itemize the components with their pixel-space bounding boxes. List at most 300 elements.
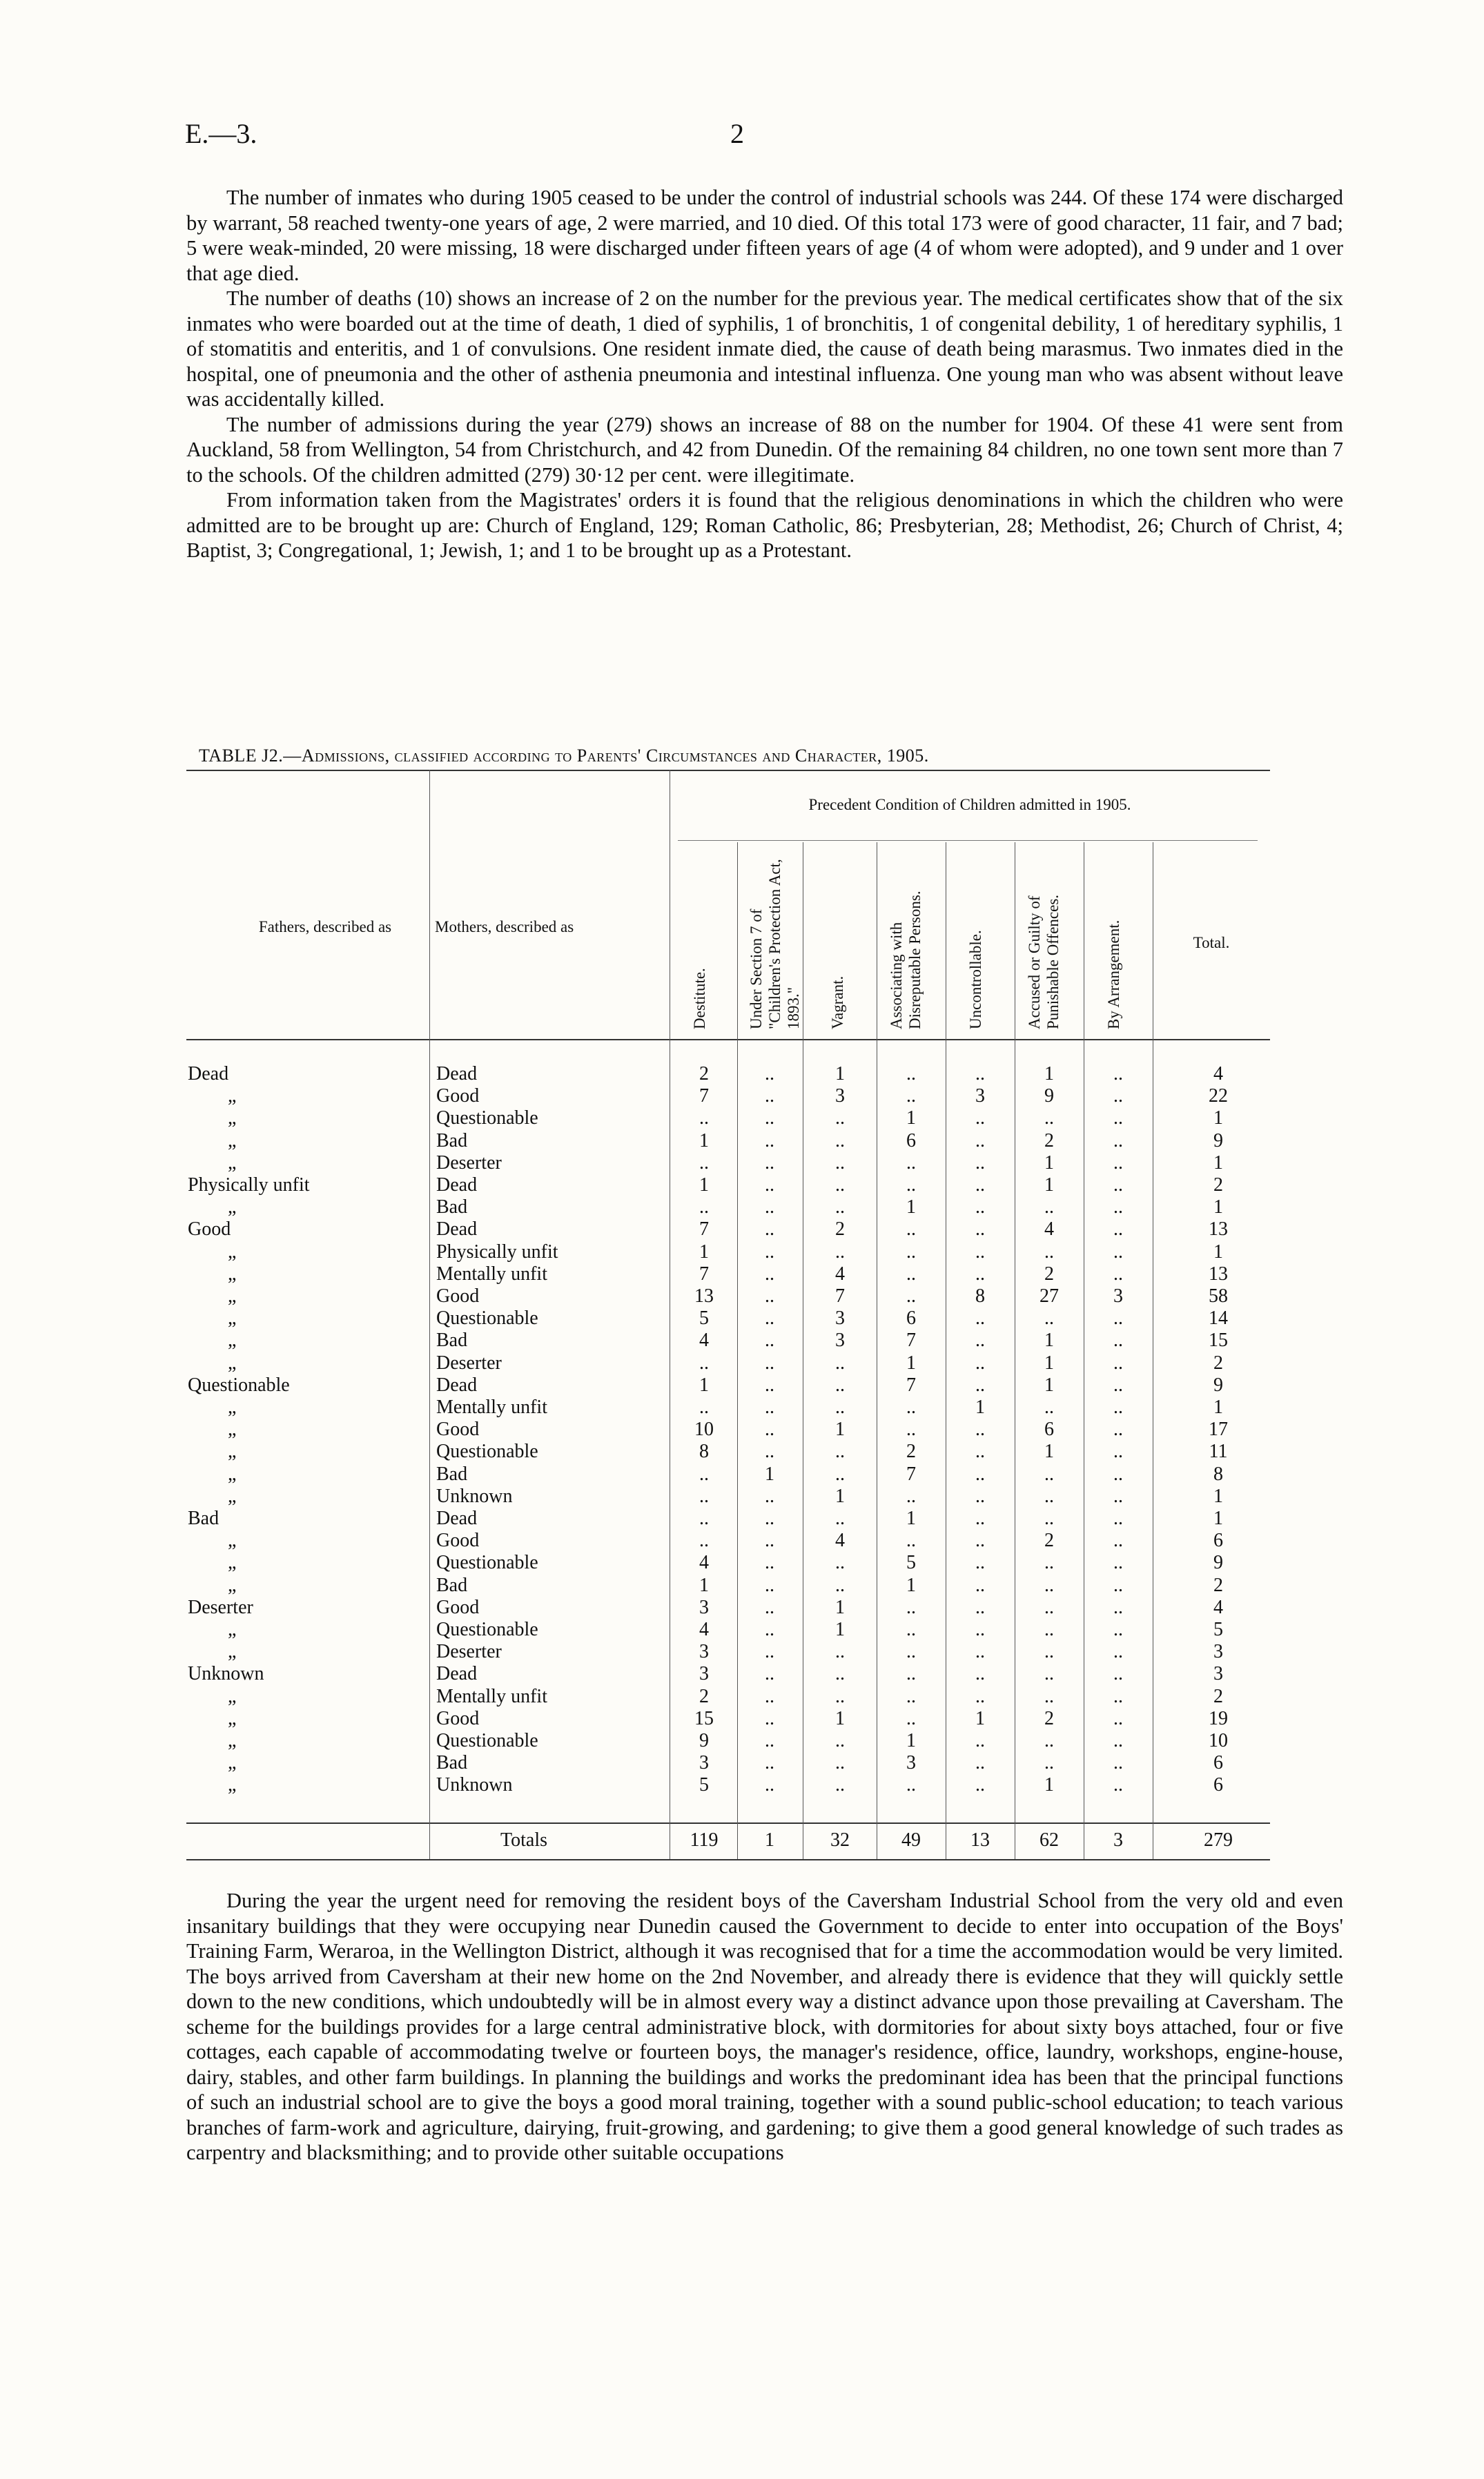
- table-cell: 7: [906, 1463, 916, 1485]
- table-cell: 2: [1044, 1707, 1054, 1729]
- table-cell: 1: [1044, 1352, 1054, 1374]
- table-cell: ..: [765, 1663, 774, 1685]
- table-cell: 3: [699, 1752, 709, 1774]
- table-cell: ..: [765, 1129, 774, 1151]
- table-cell: ..: [765, 1218, 774, 1241]
- table-cell: 5: [699, 1774, 709, 1796]
- precedent-condition-header: Precedent Condition of Children admitted in 1905.: [808, 796, 1131, 813]
- table-cell: ..: [1113, 1463, 1123, 1485]
- table-cell: ..: [906, 1641, 916, 1663]
- father-label: „: [228, 1463, 237, 1485]
- mother-label: Questionable: [436, 1441, 538, 1463]
- uncontrollable-column-header: Uncontrollable.: [967, 930, 984, 1029]
- table-cell: ..: [835, 1574, 845, 1596]
- table-cell: ..: [765, 1419, 774, 1441]
- table-cell: ..: [975, 1107, 985, 1129]
- table-cell: ..: [1044, 1574, 1054, 1596]
- column-total: 119: [690, 1829, 719, 1851]
- mother-label: Bad: [436, 1129, 468, 1151]
- father-label: Questionable: [188, 1374, 290, 1396]
- table-cell: 3: [699, 1641, 709, 1663]
- mother-label: Dead: [436, 1508, 478, 1529]
- mother-label: Bad: [436, 1330, 468, 1352]
- vagrant-column-header: Vagrant.: [829, 975, 846, 1029]
- table-cell: ..: [975, 1196, 985, 1218]
- table-cell: 4: [1044, 1218, 1054, 1241]
- table-cell: ..: [835, 1685, 845, 1707]
- table-cell: 1: [1044, 1374, 1054, 1396]
- table-cell: ..: [906, 1774, 916, 1796]
- table-cell: ..: [765, 1485, 774, 1507]
- table-cell: ..: [1113, 1596, 1123, 1618]
- table-cell: ..: [975, 1129, 985, 1151]
- table-cell: ..: [1113, 1508, 1123, 1529]
- table-cell: ..: [906, 1530, 916, 1552]
- table-cell: ..: [1044, 1107, 1054, 1129]
- table-cell: ..: [699, 1485, 709, 1507]
- table-cell: ..: [1113, 1441, 1123, 1463]
- father-label: „: [228, 1530, 237, 1552]
- table-cell: ..: [1113, 1196, 1123, 1218]
- father-label: Deserter: [188, 1596, 253, 1618]
- row-total: 1: [1213, 1485, 1223, 1507]
- table-cell: ..: [1113, 1218, 1123, 1241]
- table-cell: ..: [1044, 1752, 1054, 1774]
- table-cell: ..: [765, 1707, 774, 1729]
- table-cell: 2: [1044, 1263, 1054, 1285]
- mother-label: Mentally unfit: [436, 1397, 547, 1418]
- father-label: Dead: [188, 1063, 229, 1085]
- table-cell: ..: [1113, 1419, 1123, 1441]
- table-cell: 9: [699, 1730, 709, 1751]
- table-cell: ..: [765, 1307, 774, 1330]
- table-cell: ..: [1113, 1685, 1123, 1707]
- father-label: „: [228, 1485, 237, 1507]
- totals-label: Totals: [500, 1829, 548, 1851]
- mother-label: Bad: [436, 1196, 468, 1218]
- mother-label: Deserter: [436, 1151, 502, 1174]
- table-cell: ..: [975, 1151, 985, 1174]
- mother-label: Good: [436, 1419, 480, 1441]
- table-cell: ..: [906, 1174, 916, 1196]
- row-total: 6: [1213, 1752, 1223, 1774]
- father-label: „: [228, 1352, 237, 1374]
- table-cell: ..: [906, 1596, 916, 1618]
- father-label: „: [228, 1574, 237, 1596]
- table-cell: ..: [975, 1419, 985, 1441]
- table-cell: 2: [699, 1685, 709, 1707]
- table-cell: 1: [1044, 1151, 1054, 1174]
- mother-label: Dead: [436, 1218, 478, 1241]
- table-cell: 8: [699, 1441, 709, 1463]
- mother-label: Deserter: [436, 1352, 502, 1374]
- father-label: „: [228, 1129, 237, 1151]
- table-cell: ..: [765, 1352, 774, 1374]
- table-cell: ..: [765, 1774, 774, 1796]
- table-cell: ..: [765, 1107, 774, 1129]
- table-cell: 3: [699, 1663, 709, 1685]
- table-cell: ..: [1113, 1530, 1123, 1552]
- table-cell: 3: [975, 1085, 985, 1107]
- table-cell: 1: [1044, 1330, 1054, 1352]
- table-cell: 1: [699, 1174, 709, 1196]
- mother-label: Good: [436, 1707, 480, 1729]
- row-total: 1: [1213, 1241, 1223, 1263]
- table-cell: ..: [906, 1085, 916, 1107]
- table-cell: ..: [1044, 1663, 1054, 1685]
- table-cell: ..: [975, 1307, 985, 1330]
- table-cell: ..: [906, 1619, 916, 1640]
- table-cell: 8: [975, 1285, 985, 1307]
- table-cell: ..: [835, 1151, 845, 1174]
- table-cell: ..: [1113, 1730, 1123, 1751]
- table-cell: 5: [906, 1552, 916, 1574]
- table-cell: ..: [975, 1774, 985, 1796]
- table-cell: 1: [906, 1508, 916, 1529]
- table-cell: 9: [1044, 1085, 1054, 1107]
- table-cell: 4: [835, 1530, 845, 1552]
- table-cell: ..: [765, 1685, 774, 1707]
- mother-label: Physically unfit: [436, 1241, 558, 1263]
- father-label: „: [228, 1285, 237, 1307]
- table-cell: 1: [906, 1730, 916, 1751]
- fathers-column-header: Fathers, described as: [258, 918, 392, 935]
- table-cell: ..: [1044, 1596, 1054, 1618]
- table-cell: 2: [1044, 1530, 1054, 1552]
- table-cell: ..: [1113, 1641, 1123, 1663]
- mother-label: Questionable: [436, 1730, 538, 1751]
- table-cell: 1: [835, 1619, 845, 1640]
- table-cell: ..: [765, 1530, 774, 1552]
- row-total: 14: [1209, 1307, 1228, 1330]
- mother-label: Questionable: [436, 1107, 538, 1129]
- column-total: 62: [1039, 1829, 1059, 1851]
- table-cell: ..: [1113, 1063, 1123, 1085]
- row-total: 5: [1213, 1619, 1223, 1640]
- paragraph: The number of admissions during the year (279) shows an increase of 88 on the number for 1904. Of these 41 were sent from Auckland, 58 from Wellington, 54 from Christchurch, and 42 from Dunedin. Of the remaining 84 children, no one town sent more than 7 to the schools. Of the children admitted (279) 30·12 per cent. were illegitimate.: [186, 412, 1343, 487]
- row-total: 8: [1213, 1463, 1223, 1485]
- table-cell: ..: [765, 1752, 774, 1774]
- column-total: 13: [970, 1829, 990, 1851]
- mother-label: Bad: [436, 1752, 468, 1774]
- father-label: „: [228, 1441, 237, 1463]
- table-cell: 6: [1044, 1419, 1054, 1441]
- table-cell: ..: [1044, 1397, 1054, 1418]
- row-total: 15: [1209, 1330, 1228, 1352]
- father-label: „: [228, 1330, 237, 1352]
- table-cell: ..: [835, 1441, 845, 1463]
- table-cell: ..: [1044, 1307, 1054, 1330]
- table-cell: 1: [906, 1574, 916, 1596]
- table-cell: ..: [765, 1285, 774, 1307]
- row-total: 1: [1213, 1107, 1223, 1129]
- mother-label: Good: [436, 1285, 480, 1307]
- mothers-column-header: Mothers, described as: [435, 918, 574, 935]
- table-cell: ..: [1113, 1151, 1123, 1174]
- table-cell: 1: [1044, 1441, 1054, 1463]
- table-cell: ..: [1113, 1129, 1123, 1151]
- father-label: Physically unfit: [188, 1174, 310, 1196]
- table-cell: 2: [906, 1441, 916, 1463]
- table-cell: ..: [975, 1352, 985, 1374]
- mother-label: Questionable: [436, 1307, 538, 1330]
- table-cell: ..: [1113, 1707, 1123, 1729]
- table-cell: 5: [699, 1307, 709, 1330]
- father-label: „: [228, 1107, 237, 1129]
- table-cell: 4: [699, 1619, 709, 1640]
- table-cell: ..: [1113, 1174, 1123, 1196]
- row-total: 3: [1213, 1641, 1223, 1663]
- table-cell: ..: [1113, 1085, 1123, 1107]
- mother-label: Mentally unfit: [436, 1263, 547, 1285]
- row-total: 2: [1213, 1685, 1223, 1707]
- table-cell: ..: [765, 1397, 774, 1418]
- table-cell: ..: [975, 1530, 985, 1552]
- table-cell: ..: [975, 1330, 985, 1352]
- table-cell: 2: [835, 1218, 845, 1241]
- column-total: 279: [1204, 1829, 1233, 1851]
- table-cell: ..: [975, 1508, 985, 1529]
- table-cell: ..: [835, 1774, 845, 1796]
- table-cell: 1: [975, 1397, 985, 1418]
- table-cell: ..: [975, 1552, 985, 1574]
- table-cell: 1: [835, 1419, 845, 1441]
- table-cell: 4: [699, 1330, 709, 1352]
- table-cell: ..: [975, 1463, 985, 1485]
- table-cell: ..: [1044, 1552, 1054, 1574]
- table-cell: ..: [975, 1218, 985, 1241]
- column-total: 1: [765, 1829, 774, 1851]
- table-cell: ..: [1113, 1352, 1123, 1374]
- destitute-column-header: Destitute.: [691, 968, 708, 1029]
- table-cell: ..: [765, 1330, 774, 1352]
- table-cell: ..: [975, 1619, 985, 1640]
- table-cell: ..: [975, 1374, 985, 1396]
- table-cell: 1: [699, 1241, 709, 1263]
- table-cell: ..: [699, 1151, 709, 1174]
- table-cell: ..: [975, 1730, 985, 1751]
- table-cell: 7: [699, 1263, 709, 1285]
- row-total: 11: [1209, 1441, 1228, 1463]
- mother-label: Bad: [436, 1463, 468, 1485]
- mother-label: Dead: [436, 1174, 478, 1196]
- table-cell: ..: [975, 1063, 985, 1085]
- table-cell: 3: [699, 1596, 709, 1618]
- table-cell: 1: [835, 1707, 845, 1729]
- table-cell: ..: [835, 1730, 845, 1751]
- mother-label: Good: [436, 1085, 480, 1107]
- paragraph: From information taken from the Magistrates' orders it is found that the religious denominations in which the children who were admitted are to be brought up are: Church of England, 129; Roman Catholic, 86; Presbyterian, 28; Methodist, 26; Church of Christ, 4; Baptist, 3; Congregational, 1; Jewish, 1; and 1 to be brought up as a Protestant.: [186, 488, 1343, 562]
- table-cell: 1: [835, 1596, 845, 1618]
- paragraph: The number of inmates who during 1905 ceased to be under the control of industrial schools was 244. Of these 174 were discharged by warrant, 58 reached twenty-one years of age, 2 were married, and 10 died. Of this total 173 were of good character, 11 fair, and 7 bad; 5 were weak-minded, 20 were missing, 18 were discharged under fifteen years of age (4 of whom were adopted), and 9 under and 1 over that age died.: [186, 186, 1343, 285]
- table-cell: ..: [1113, 1619, 1123, 1640]
- paragraph: During the year the urgent need for removing the resident boys of the Caversham Industrial School from the very old and even insanitary buildings that they were occupying near Dunedin caused the Government to decide to enter into occupation of the Boys' Training Farm, Weraroa, in the Wellington District, although it was recognised that for a time the accommodation would be very limited. The boys arrived from Caversham at their new home on the 2nd November, and already there is evidence that they will quickly settle down to the new conditions, which undoubtedly will be in almost every way a distinct advance upon those prevailing at Caversham. The scheme for the buildings provides for a large central administrative block, with dormitories for about sixty boys attached, four or five cottages, each capable of accommodating twelve or fourteen boys, the manager's residence, office, laundry, workshops, engine-house, dairy, stables, and other farm buildings. In planning the buildings and works the predominant idea has been that the principal functions of such an industrial school are to give the boys a good moral training, together with a sound public-school education; to teach various branches of farm-work and agriculture, dairying, fruit-growing, and gardening; to give them a good general knowledge of such trades as carpentry and blacksmithing; and to provide other suitable occupations: [186, 1889, 1343, 2164]
- table-cell: ..: [765, 1374, 774, 1396]
- row-total: 6: [1213, 1530, 1223, 1552]
- table-cell: ..: [906, 1285, 916, 1307]
- table-cell: ..: [1044, 1641, 1054, 1663]
- table-cell: ..: [765, 1174, 774, 1196]
- table-cell: ..: [906, 1685, 916, 1707]
- father-label: „: [228, 1196, 237, 1218]
- table-cell: ..: [975, 1441, 985, 1463]
- row-total: 2: [1213, 1174, 1223, 1196]
- table-cell: ..: [975, 1752, 985, 1774]
- row-total: 1: [1213, 1196, 1223, 1218]
- mother-label: Bad: [436, 1574, 468, 1596]
- table-cell: 7: [906, 1374, 916, 1396]
- table-cell: 13: [694, 1285, 714, 1307]
- row-total: 13: [1209, 1218, 1228, 1241]
- row-total: 1: [1213, 1397, 1223, 1418]
- table-cell: 7: [835, 1285, 845, 1307]
- table-cell: 10: [694, 1419, 714, 1441]
- father-label: „: [228, 1151, 237, 1174]
- table-caption-prefix: TABLE J2.—: [199, 746, 302, 766]
- associating-column-header: Associating with Disreputable Persons.: [888, 891, 924, 1029]
- table-cell: ..: [765, 1619, 774, 1640]
- table-cell: ..: [765, 1574, 774, 1596]
- section7-column-header: Under Section 7 of "Children's Protection Act, 1893.": [748, 859, 802, 1029]
- row-total: 17: [1209, 1419, 1228, 1441]
- table-cell: ..: [1044, 1196, 1054, 1218]
- table-cell: ..: [699, 1508, 709, 1529]
- table-cell: ..: [906, 1707, 916, 1729]
- table-cell: ..: [699, 1463, 709, 1485]
- table-cell: ..: [765, 1508, 774, 1529]
- table-cell: 1: [1044, 1063, 1054, 1085]
- row-total: 2: [1213, 1574, 1223, 1596]
- row-total: 9: [1213, 1129, 1223, 1151]
- mother-label: Unknown: [436, 1774, 513, 1796]
- table-cell: ..: [835, 1241, 845, 1263]
- table-caption-title: Admissions, classified according to Parents' Circumstances and Character, 1905.: [301, 746, 929, 766]
- row-total: 1: [1213, 1151, 1223, 1174]
- table-cell: ..: [835, 1352, 845, 1374]
- mother-label: Dead: [436, 1374, 478, 1396]
- mother-label: Dead: [436, 1663, 478, 1685]
- table-cell: ..: [699, 1530, 709, 1552]
- father-label: „: [228, 1397, 237, 1418]
- father-label: „: [228, 1685, 237, 1707]
- table-cell: 1: [906, 1196, 916, 1218]
- column-total: 32: [830, 1829, 850, 1851]
- table-cell: ..: [835, 1196, 845, 1218]
- table-cell: ..: [835, 1374, 845, 1396]
- mother-label: Dead: [436, 1063, 478, 1085]
- table-cell: 6: [906, 1307, 916, 1330]
- table-cell: ..: [1113, 1241, 1123, 1263]
- table-cell: ..: [835, 1174, 845, 1196]
- table-cell: ..: [765, 1085, 774, 1107]
- father-label: „: [228, 1552, 237, 1574]
- table-cell: ..: [1113, 1374, 1123, 1396]
- table-cell: ..: [765, 1241, 774, 1263]
- table-cell: ..: [835, 1107, 845, 1129]
- table-cell: ..: [835, 1463, 845, 1485]
- table-cell: ..: [975, 1263, 985, 1285]
- table-cell: 7: [699, 1085, 709, 1107]
- page-identifier: E.—3.: [185, 118, 257, 149]
- father-label: „: [228, 1752, 237, 1774]
- table-cell: 3: [835, 1330, 845, 1352]
- intro-text: [186, 185, 1343, 563]
- table-cell: 3: [1113, 1285, 1123, 1307]
- table-cell: 1: [699, 1129, 709, 1151]
- closing-text: [186, 1888, 1343, 2166]
- table-cell: ..: [765, 1596, 774, 1618]
- table-cell: 3: [835, 1307, 845, 1330]
- table-cell: ..: [765, 1552, 774, 1574]
- table-cell: ..: [975, 1574, 985, 1596]
- mother-label: Deserter: [436, 1641, 502, 1663]
- table-cell: ..: [765, 1441, 774, 1463]
- arrangement-column-header: By Arrangement.: [1105, 920, 1122, 1029]
- table-cell: ..: [906, 1063, 916, 1085]
- table-cell: 2: [699, 1063, 709, 1085]
- table-cell: 1: [1044, 1174, 1054, 1196]
- total-column-header: Total.: [1193, 934, 1230, 951]
- table-cell: 3: [906, 1752, 916, 1774]
- table-cell: ..: [765, 1263, 774, 1285]
- table-cell: ..: [906, 1485, 916, 1507]
- accused-column-header: Accused or Guilty of Punishable Offences.: [1026, 894, 1062, 1029]
- table-cell: ..: [835, 1641, 845, 1663]
- table-cell: ..: [1113, 1752, 1123, 1774]
- row-total: 13: [1209, 1263, 1228, 1285]
- row-total: 3: [1213, 1663, 1223, 1685]
- father-label: „: [228, 1730, 237, 1751]
- table-cell: ..: [906, 1419, 916, 1441]
- row-total: 22: [1209, 1085, 1228, 1107]
- father-label: „: [228, 1707, 237, 1729]
- table-cell: ..: [1044, 1685, 1054, 1707]
- table-cell: 4: [699, 1552, 709, 1574]
- father-label: Unknown: [188, 1663, 264, 1685]
- father-label: Good: [188, 1218, 231, 1241]
- table-cell: ..: [975, 1485, 985, 1507]
- row-total: 1: [1213, 1508, 1223, 1529]
- table-cell: ..: [1113, 1397, 1123, 1418]
- father-label: „: [228, 1641, 237, 1663]
- table-cell: ..: [1044, 1508, 1054, 1529]
- table-cell: 1: [835, 1485, 845, 1507]
- father-label: „: [228, 1241, 237, 1263]
- table-cell: ..: [699, 1107, 709, 1129]
- table-cell: ..: [765, 1641, 774, 1663]
- mother-label: Mentally unfit: [436, 1685, 547, 1707]
- table-cell: 15: [694, 1707, 714, 1729]
- table-cell: ..: [1113, 1263, 1123, 1285]
- table-cell: ..: [699, 1397, 709, 1418]
- table-cell: ..: [835, 1397, 845, 1418]
- paragraph: The number of deaths (10) shows an increase of 2 on the number for the previous year. The medical certificates show that of the six inmates who were boarded out at the time of death, 1 died of syphilis, 1 of bronchitis, 1 of congenital debility, 1 of hereditary syphilis, 1 of stomatitis and enteritis, and 1 of convulsions. One resident inmate died, the cause of death being marasmus. Two inmates died in the hospital, one of pneumonia and the other of asthenia pneumonia and intestinal influenza. One young man who was absent without leave was accidentally killed.: [186, 286, 1343, 411]
- table-cell: 1: [699, 1574, 709, 1596]
- table-cell: ..: [765, 1730, 774, 1751]
- table-cell: ..: [1113, 1107, 1123, 1129]
- table-cell: ..: [1044, 1730, 1054, 1751]
- mother-label: Unknown: [436, 1485, 513, 1507]
- table-cell: ..: [1044, 1241, 1054, 1263]
- row-total: 4: [1213, 1596, 1223, 1618]
- row-total: 9: [1213, 1374, 1223, 1396]
- page-number: 2: [730, 118, 744, 149]
- table-cell: ..: [699, 1352, 709, 1374]
- row-total: 19: [1209, 1707, 1228, 1729]
- row-total: 6: [1213, 1774, 1223, 1796]
- father-label: „: [228, 1263, 237, 1285]
- father-label: „: [228, 1774, 237, 1796]
